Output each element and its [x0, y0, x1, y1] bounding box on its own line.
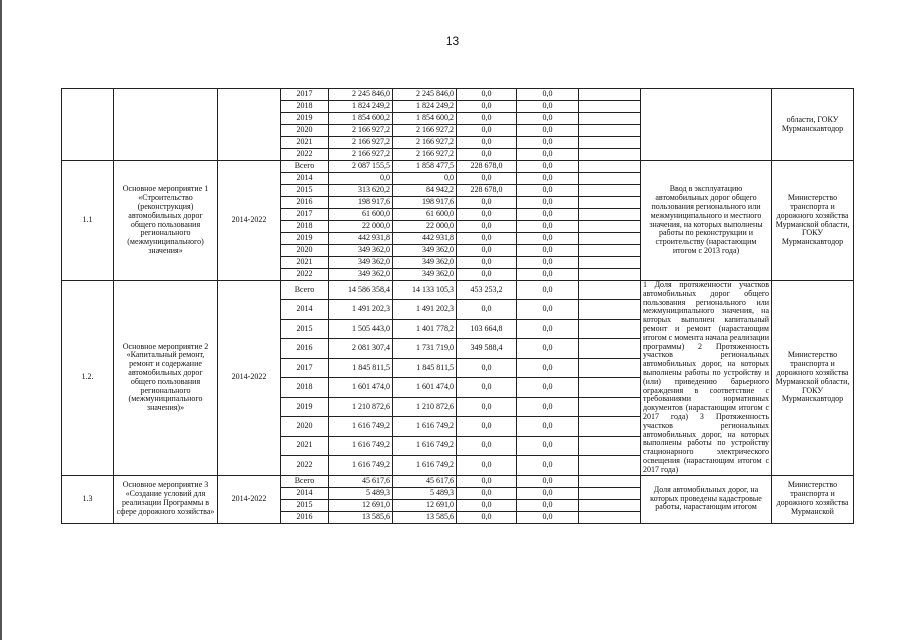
indicator-cell: 1 Доля протяженности участков автомобильных дорог общего пользования регионального или межмуниципального значения, на которых выполнен капитальный ремонт и ремонт (нарастающим итогом с момента начала реализации программы) 2 Протяженность участков региональных автомобильных дорог, на которых выполнены работы по устройству и (или) приведению барьерного ограждения в соответствие с требованиями нормативных документов (нарастающим итогом с 2017 года) 3 Протяженность участков региональных автомобильных дорог, на которых выполнены работы по устройству стационарного электрического освещения (нарастающим итогом с 2017 года) [641, 281, 772, 476]
total-amount-cell: 198 917,6 [329, 197, 393, 209]
regional-budget-cell: 1 616 749,2 [393, 417, 457, 436]
activity-number-cell [62, 89, 114, 161]
federal-budget-cell: 0,0 [457, 149, 517, 161]
total-amount-cell: 1 491 202,3 [329, 300, 393, 319]
regional-budget-cell: 1 491 202,3 [393, 300, 457, 319]
local-budget-cell: 0,0 [517, 221, 579, 233]
activity-name-cell: Основное мероприятие 1 «Строительство (реконструкция) автомобильных дорог общего пользования регионального (межмуниципального) значения» [114, 161, 218, 281]
year-cell: Всего [281, 161, 329, 173]
year-cell: 2019 [281, 397, 329, 416]
year-cell: 2021 [281, 257, 329, 269]
regional-budget-cell: 2 166 927,2 [393, 149, 457, 161]
indicator-cell: Ввод в эксплуатацию автомобильных дорог общего пользования регионального или межмуниципального и местного значения, на которых выполнены работы по реконструкции и строительству (нарастающим итогом с 2013 года) [641, 161, 772, 281]
regional-budget-cell: 2 166 927,2 [393, 137, 457, 149]
total-amount-cell: 1 854 600,2 [329, 113, 393, 125]
federal-budget-cell: 0,0 [457, 245, 517, 257]
year-cell: 2015 [281, 499, 329, 511]
total-amount-cell: 2 166 927,2 [329, 137, 393, 149]
year-cell: 2018 [281, 221, 329, 233]
regional-budget-cell: 1 731 719,0 [393, 339, 457, 358]
local-budget-cell: 0,0 [517, 300, 579, 319]
local-budget-cell: 0,0 [517, 185, 579, 197]
other-source-cell [579, 300, 641, 319]
regional-budget-cell: 2 245 846,0 [393, 89, 457, 101]
total-amount-cell: 5 489,3 [329, 487, 393, 499]
other-source-cell [579, 185, 641, 197]
other-source-cell [579, 161, 641, 173]
local-budget-cell: 0,0 [517, 257, 579, 269]
local-budget-cell: 0,0 [517, 161, 579, 173]
other-source-cell [579, 233, 641, 245]
federal-budget-cell: 0,0 [457, 499, 517, 511]
year-cell: 2022 [281, 456, 329, 475]
total-amount-cell: 22 000,0 [329, 221, 393, 233]
total-amount-cell: 442 931,8 [329, 233, 393, 245]
federal-budget-cell: 0,0 [457, 456, 517, 475]
local-budget-cell: 0,0 [517, 281, 579, 300]
year-cell: 2022 [281, 269, 329, 281]
year-cell: 2022 [281, 149, 329, 161]
total-amount-cell: 1 845 811,5 [329, 358, 393, 377]
year-cell: 2014 [281, 173, 329, 185]
total-amount-cell: 45 617,6 [329, 475, 393, 487]
regional-budget-cell: 5 489,3 [393, 487, 457, 499]
local-budget-cell: 0,0 [517, 233, 579, 245]
local-budget-cell: 0,0 [517, 358, 579, 377]
federal-budget-cell: 0,0 [457, 197, 517, 209]
regional-budget-cell: 1 401 778,2 [393, 319, 457, 338]
total-amount-cell: 1 210 872,6 [329, 397, 393, 416]
total-amount-cell: 1 601 474,0 [329, 378, 393, 397]
federal-budget-cell: 228 678,0 [457, 185, 517, 197]
other-source-cell [579, 319, 641, 338]
year-cell: 2017 [281, 89, 329, 101]
regional-budget-cell: 1 824 249,2 [393, 101, 457, 113]
local-budget-cell: 0,0 [517, 378, 579, 397]
total-amount-cell: 1 505 443,0 [329, 319, 393, 338]
year-cell: 2016 [281, 511, 329, 523]
other-source-cell [579, 475, 641, 487]
year-cell: 2019 [281, 233, 329, 245]
year-cell: 2017 [281, 358, 329, 377]
total-amount-cell: 2 081 307,4 [329, 339, 393, 358]
federal-budget-cell: 0,0 [457, 89, 517, 101]
local-budget-cell: 0,0 [517, 487, 579, 499]
executor-cell: Министерство транспорта и дорожного хозяйства Мурманской области, ГОКУ Мурманскавтодор [772, 161, 854, 281]
year-cell: Всего [281, 475, 329, 487]
federal-budget-cell: 0,0 [457, 257, 517, 269]
federal-budget-cell: 0,0 [457, 125, 517, 137]
federal-budget-cell: 0,0 [457, 101, 517, 113]
regional-budget-cell: 1 601 474,0 [393, 378, 457, 397]
federal-budget-cell: 228 678,0 [457, 161, 517, 173]
executor-cell: Министерство транспорта и дорожного хозяйства Мурманской области, ГОКУ Мурманскавтодор [772, 281, 854, 476]
regional-budget-cell: 1 616 749,2 [393, 436, 457, 455]
local-budget-cell: 0,0 [517, 89, 579, 101]
total-amount-cell: 349 362,0 [329, 269, 393, 281]
other-source-cell [579, 101, 641, 113]
total-amount-cell: 13 585,6 [329, 511, 393, 523]
activity-name-cell: Основное мероприятие 2 «Капитальный ремонт, ремонт и содержание автомобильных дорог общего пользования регионального (межмуниципального значения)» [114, 281, 218, 476]
other-source-cell [579, 221, 641, 233]
period-cell: 2014-2022 [218, 475, 281, 523]
regional-budget-cell: 12 691,0 [393, 499, 457, 511]
regional-budget-cell: 1 616 749,2 [393, 456, 457, 475]
federal-budget-cell: 0,0 [457, 113, 517, 125]
local-budget-cell: 0,0 [517, 149, 579, 161]
regional-budget-cell: 1 854 600,2 [393, 113, 457, 125]
other-source-cell [579, 499, 641, 511]
other-source-cell [579, 281, 641, 300]
federal-budget-cell: 0,0 [457, 436, 517, 455]
local-budget-cell: 0,0 [517, 456, 579, 475]
year-cell: 2020 [281, 125, 329, 137]
federal-budget-cell: 0,0 [457, 221, 517, 233]
year-cell: 2020 [281, 417, 329, 436]
other-source-cell [579, 397, 641, 416]
other-source-cell [579, 125, 641, 137]
year-cell: 2017 [281, 209, 329, 221]
other-source-cell [579, 257, 641, 269]
local-budget-cell: 0,0 [517, 137, 579, 149]
year-cell: 2018 [281, 101, 329, 113]
total-amount-cell: 2 166 927,2 [329, 125, 393, 137]
indicator-cell: Доля автомобильных дорог, на которых проведены кадастровые работы, нарастающим итогом [641, 475, 772, 523]
local-budget-cell: 0,0 [517, 397, 579, 416]
regional-budget-cell: 84 942,2 [393, 185, 457, 197]
year-cell: 2019 [281, 113, 329, 125]
federal-budget-cell: 0,0 [457, 269, 517, 281]
local-budget-cell: 0,0 [517, 197, 579, 209]
total-amount-cell: 349 362,0 [329, 257, 393, 269]
regional-budget-cell: 349 362,0 [393, 269, 457, 281]
total-amount-cell: 12 691,0 [329, 499, 393, 511]
federal-budget-cell: 0,0 [457, 358, 517, 377]
federal-budget-cell: 0,0 [457, 233, 517, 245]
total-amount-cell: 1 824 249,2 [329, 101, 393, 113]
year-cell: 2014 [281, 487, 329, 499]
federal-budget-cell: 0,0 [457, 209, 517, 221]
regional-budget-cell: 1 858 477,5 [393, 161, 457, 173]
local-budget-cell: 0,0 [517, 113, 579, 125]
local-budget-cell: 0,0 [517, 417, 579, 436]
page-number: 13 [445, 34, 460, 48]
regional-budget-cell: 45 617,6 [393, 475, 457, 487]
regional-budget-cell: 442 931,8 [393, 233, 457, 245]
federal-budget-cell: 0,0 [457, 511, 517, 523]
other-source-cell [579, 209, 641, 221]
other-source-cell [579, 378, 641, 397]
local-budget-cell: 0,0 [517, 173, 579, 185]
activity-number-cell: 1.2. [62, 281, 114, 476]
table-row [62, 161, 854, 173]
period-cell: 2014-2022 [218, 161, 281, 281]
other-source-cell [579, 339, 641, 358]
local-budget-cell: 0,0 [517, 436, 579, 455]
activity-name-cell: Основное мероприятие 3 «Создание условий для реализации Программы в сфере дорожного хозяйства» [114, 475, 218, 523]
federal-budget-cell: 349 588,4 [457, 339, 517, 358]
federal-budget-cell: 103 664,8 [457, 319, 517, 338]
year-cell: 2020 [281, 245, 329, 257]
federal-budget-cell: 0,0 [457, 475, 517, 487]
other-source-cell [579, 487, 641, 499]
year-cell: 2015 [281, 185, 329, 197]
regional-budget-cell: 1 845 811,5 [393, 358, 457, 377]
other-source-cell [579, 269, 641, 281]
indicator-cell [641, 89, 772, 161]
year-cell: 2014 [281, 300, 329, 319]
other-source-cell [579, 137, 641, 149]
year-cell: 2015 [281, 319, 329, 338]
total-amount-cell: 2 245 846,0 [329, 89, 393, 101]
page-edge-line [0, 0, 2, 640]
local-budget-cell: 0,0 [517, 101, 579, 113]
program-activities-table [61, 88, 854, 524]
total-amount-cell: 2 166 927,2 [329, 149, 393, 161]
other-source-cell [579, 89, 641, 101]
table-row [62, 281, 854, 300]
year-cell: 2021 [281, 137, 329, 149]
total-amount-cell: 349 362,0 [329, 245, 393, 257]
federal-budget-cell: 0,0 [457, 397, 517, 416]
total-amount-cell: 61 600,0 [329, 209, 393, 221]
other-source-cell [579, 173, 641, 185]
other-source-cell [579, 245, 641, 257]
federal-budget-cell: 0,0 [457, 173, 517, 185]
period-cell: 2014-2022 [218, 281, 281, 476]
other-source-cell [579, 197, 641, 209]
regional-budget-cell: 14 133 105,3 [393, 281, 457, 300]
regional-budget-cell: 0,0 [393, 173, 457, 185]
year-cell: 2016 [281, 339, 329, 358]
year-cell: 2016 [281, 197, 329, 209]
local-budget-cell: 0,0 [517, 269, 579, 281]
local-budget-cell: 0,0 [517, 209, 579, 221]
local-budget-cell: 0,0 [517, 475, 579, 487]
regional-budget-cell: 61 600,0 [393, 209, 457, 221]
activity-name-cell [114, 89, 218, 161]
regional-budget-cell: 349 362,0 [393, 245, 457, 257]
other-source-cell [579, 417, 641, 436]
other-source-cell [579, 113, 641, 125]
other-source-cell [579, 456, 641, 475]
activity-number-cell: 1.1 [62, 161, 114, 281]
federal-budget-cell: 0,0 [457, 378, 517, 397]
regional-budget-cell: 2 166 927,2 [393, 125, 457, 137]
total-amount-cell: 1 616 749,2 [329, 456, 393, 475]
table-row [62, 475, 854, 487]
regional-budget-cell: 13 585,6 [393, 511, 457, 523]
local-budget-cell: 0,0 [517, 125, 579, 137]
local-budget-cell: 0,0 [517, 319, 579, 338]
local-budget-cell: 0,0 [517, 245, 579, 257]
federal-budget-cell: 0,0 [457, 137, 517, 149]
total-amount-cell: 1 616 749,2 [329, 436, 393, 455]
executor-cell: области, ГОКУ Мурманскавтодор [772, 89, 854, 161]
total-amount-cell: 1 616 749,2 [329, 417, 393, 436]
federal-budget-cell: 0,0 [457, 487, 517, 499]
other-source-cell [579, 511, 641, 523]
other-source-cell [579, 149, 641, 161]
regional-budget-cell: 22 000,0 [393, 221, 457, 233]
regional-budget-cell: 198 917,6 [393, 197, 457, 209]
regional-budget-cell: 349 362,0 [393, 257, 457, 269]
year-cell: 2021 [281, 436, 329, 455]
other-source-cell [579, 358, 641, 377]
local-budget-cell: 0,0 [517, 339, 579, 358]
year-cell: 2018 [281, 378, 329, 397]
year-cell: Всего [281, 281, 329, 300]
local-budget-cell: 0,0 [517, 499, 579, 511]
federal-budget-cell: 0,0 [457, 417, 517, 436]
federal-budget-cell: 453 253,2 [457, 281, 517, 300]
total-amount-cell: 313 620,2 [329, 185, 393, 197]
federal-budget-cell: 0,0 [457, 300, 517, 319]
activity-number-cell: 1.3 [62, 475, 114, 523]
local-budget-cell: 0,0 [517, 511, 579, 523]
other-source-cell [579, 436, 641, 455]
total-amount-cell: 2 087 155,5 [329, 161, 393, 173]
regional-budget-cell: 1 210 872,6 [393, 397, 457, 416]
total-amount-cell: 0,0 [329, 173, 393, 185]
table-row [62, 89, 854, 101]
period-cell [218, 89, 281, 161]
executor-cell: Министерство транспорта и дорожного хозяйства Мурманской [772, 475, 854, 523]
total-amount-cell: 14 586 358,4 [329, 281, 393, 300]
